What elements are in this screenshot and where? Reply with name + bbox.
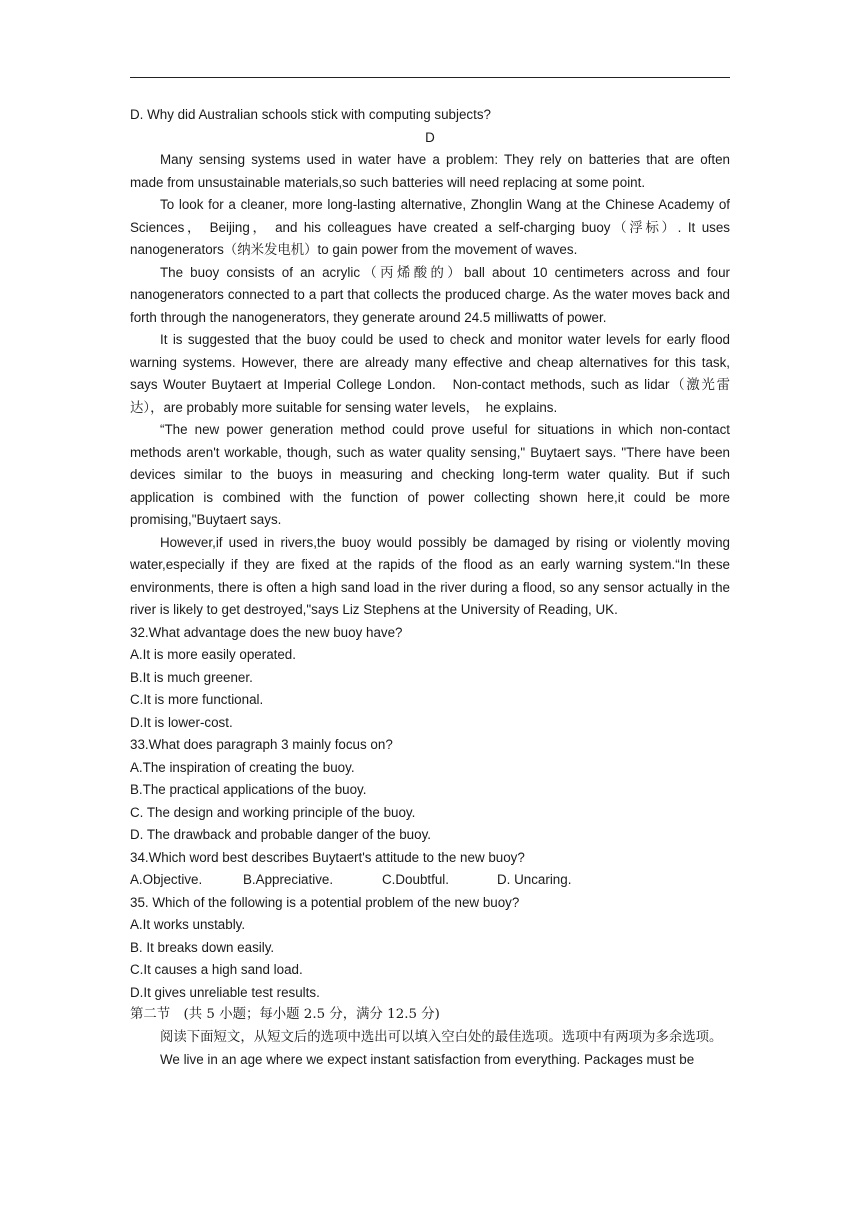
previous-question-option-d: D. Why did Australian schools stick with computing subjects?: [130, 107, 491, 122]
section-2-instruction: 阅读下面短文，从短文后的选项中选出可以填入空白处的最佳选项。选项中有两项为多余选项。: [160, 1029, 723, 1045]
question-35-option-d: D.It gives unreliable test results.: [130, 984, 320, 1000]
question-35-option-c: C.It causes a high sand load.: [130, 962, 303, 977]
question-33-option-c: C. The design and working principle of the buoy.: [130, 804, 416, 820]
question-32-option-d: D.It is lower-cost.: [130, 714, 233, 730]
question-35-option-a: A.It works unstably.: [130, 917, 246, 932]
question-34-option-d: D. Uncaring.: [497, 872, 572, 887]
question-33-option-d: D. The drawback and probable danger of the buoy.: [130, 827, 431, 842]
question-34-stem: 34.Which word best describes Buytaert's attitude to the new buoy?: [130, 849, 525, 865]
question-33-option-a: A.The inspiration of creating the buoy.: [130, 759, 355, 775]
question-33-option-b: B.The practical applications of the buoy.: [130, 782, 367, 797]
passage-label: D: [425, 129, 435, 145]
question-32-option-a: A.It is more easily operated.: [130, 647, 296, 662]
question-34-option-b: B.Appreciative.: [243, 872, 334, 887]
passage-paragraph-1: Many sensing systems used in water have a problem: They rely on batteries that are often made from unsustainable materials,so such batteries will need replacing at some point.: [130, 152, 730, 190]
passage-paragraph-6: However,if used in rivers,the buoy would possibly be damaged by rising or violently moving water,especially if they are fixed at the rapids of the flood as an early warning system.“In these environments, there is often a high sand load in the river during a flood, so any sensor actually in the river is likely to get destroyed,"says Liz Stephens at the University of Reading, UK.: [130, 534, 730, 617]
passage-paragraph-2: To look for a cleaner, more long-lasting alternative, Zhonglin Wang at the Chinese Academy of Sciences， Beijing， and his colleagues have created a self-charging buoy（浮标）. It uses nanogenerators（纳米发电机）to gain power from the movement of waves.: [130, 197, 730, 257]
header-rule: [130, 77, 730, 78]
next-passage-first-line: We live in an age where we expect instant satisfaction from everything. Packages must be: [160, 1052, 695, 1067]
question-32-stem: 32.What advantage does the new buoy have?: [130, 624, 403, 640]
section-2-heading: 第二节 (共 5 小题；每小题 2.5 分，满分 12.5 分): [130, 1007, 440, 1022]
passage-paragraph-5: “The new power generation method could prove useful for situations in which non-contact methods aren't workable, though, such as water quality sensing," Buytaert says. "There have been devices similar to the buoys in measuring and checking long-term water quality. But if such application is combined with the function of power collecting shown here,it could be more promising,"Buytaert says.: [130, 422, 730, 527]
question-32-option-b: B.It is much greener.: [130, 669, 253, 685]
question-35-stem: 35. Which of the following is a potential problem of the new buoy?: [130, 894, 520, 910]
passage-paragraph-4: It is suggested that the buoy could be used to check and monitor water levels for early flood warning systems. However, there are already many effective and cheap alternatives for this task, says Wouter Buytaert at Imperial College London. Non-contact methods, such as lidar（激光雷达），are probably more suitable for sensing water levels， he explains.: [130, 332, 730, 415]
question-34-option-a: A.Objective.: [130, 872, 203, 887]
passage-paragraph-3: The buoy consists of an acrylic（丙烯酸的）ball about 10 centimeters across and four nanogenerators connected to a part that collects the produced charge. As the water moves back and forth through the nanogenerators, they generate around 24.5 milliwatts of power.: [130, 264, 730, 325]
document-body: [130, 104, 730, 1072]
question-34-option-c: C.Doubtful.: [382, 872, 449, 887]
question-35-option-b: B. It breaks down easily.: [130, 939, 275, 955]
question-32-option-c: C.It is more functional.: [130, 692, 264, 707]
question-34-options: [130, 869, 730, 892]
question-33-stem: 33.What does paragraph 3 mainly focus on?: [130, 737, 393, 752]
